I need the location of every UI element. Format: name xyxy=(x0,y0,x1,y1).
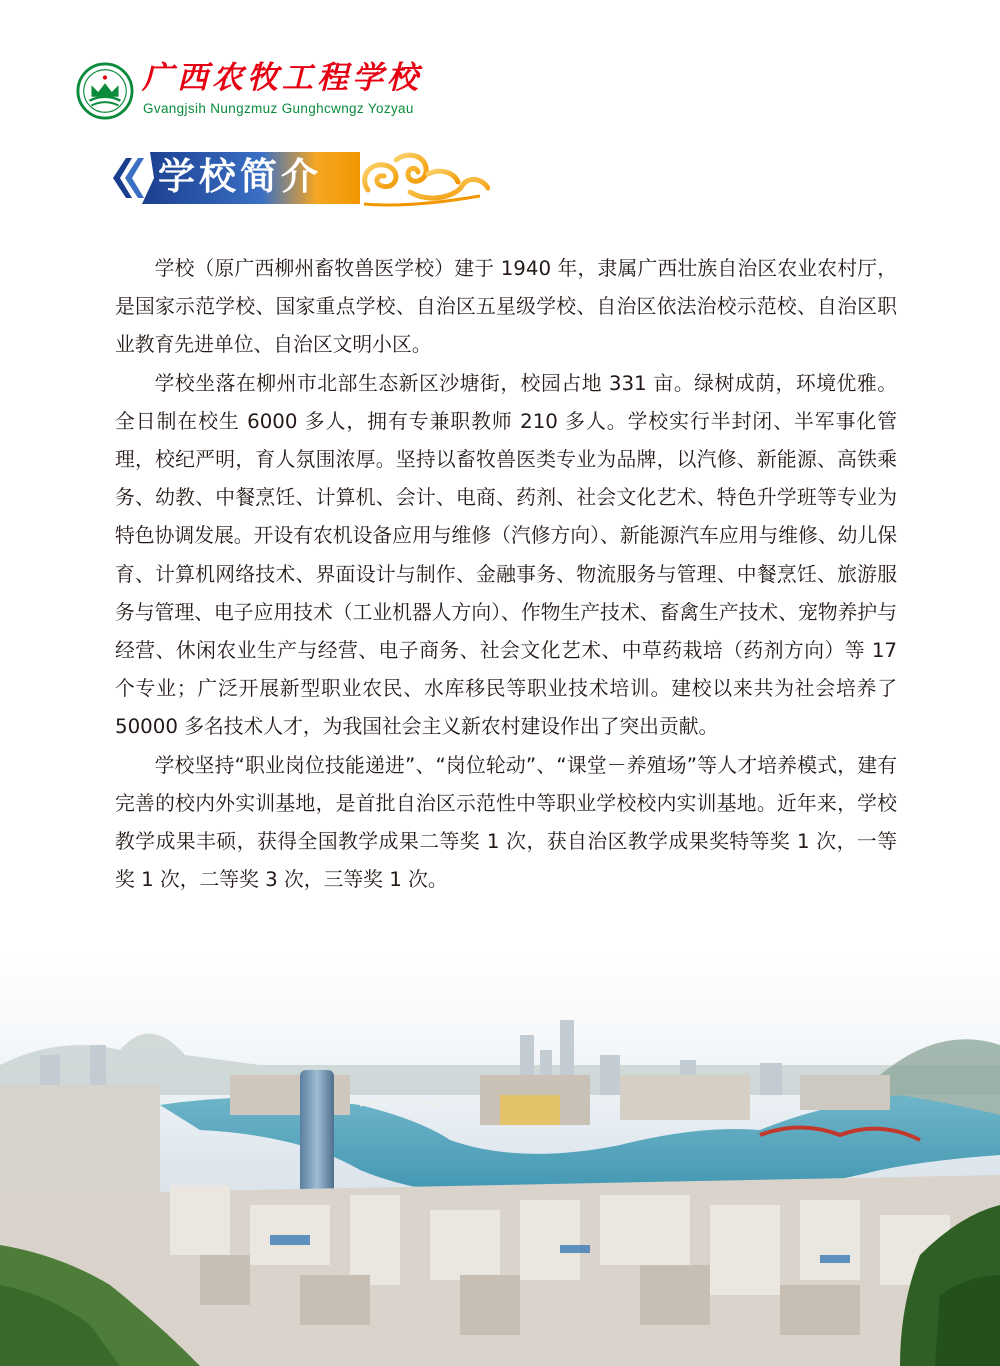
paragraph-campus-programs: 学校坐落在柳州市北部生态新区沙塘街，校园占地 331 亩。绿树成荫，环境优雅。全日制在校生 6000 多人，拥有专兼职教师 210 多人。学校实行半封闭、半军事化管理，校纪严明，育人氛围浓厚。坚持以畜牧兽医类专业为品牌，以汽修、新能源、高铁乘务、幼教、中餐烹饪、计算机、会计、电商、药剂、社会文化艺术、特色升学班等专业为特色协调发展。开设有农机设备应用与维修（汽修方向）、新能源汽车应用与维修、幼儿保育、计算机网络技术、界面设计与制作、金融事务、物流服务与管理、中餐烹饪、旅游服务与管理、电子应用技术（工业机器人方向）、作物生产技术、畜禽生产技术、宠物养护与经营、休闲农业生产与经营、电子商务、社会文化艺术、中草药栽培（药剂方向）等 17 个专业；广泛开展新型职业农民、水库移民等职业技术培训。建校以来共为社会培养了 50000 多名技术人才，为我国社会主义新农村建设作出了突出贡献。 xyxy=(115,371,897,739)
city-panorama-photo xyxy=(0,955,1000,1366)
paragraph-training-achievements: 学校坚持“职业岗位技能递进”、“岗位轮动”、“课堂－养殖场”等人才培养模式，建有完善的校内外实训基地，是首批自治区示范性中等职业学校校内实训基地。近年来，学校教学成果丰硕，获得全国教学成果二等奖 1 次，获自治区教学成果奖特等奖 1 次，一等奖 1 次，二等奖 3 次，三等奖 1 次。 xyxy=(115,753,897,892)
section-title: 学校简介 xyxy=(158,155,322,198)
school-name-pinyin: Gvangjsih Nungzmuz Gunghcwngz Yozyau xyxy=(143,101,414,116)
school-name: 广西农牧工程学校 xyxy=(142,60,422,96)
cloud-ornament-icon xyxy=(365,155,488,198)
intro-text xyxy=(115,250,897,899)
paragraph-history: 学校（原广西柳州畜牧兽医学校）建于 1940 年，隶属广西壮族自治区农业农村厅，是国家示范学校、国家重点学校、自治区五星级学校、自治区依法治校示范校、自治区职业教育先进单位、自治区文明小区。 xyxy=(115,257,897,357)
school-logo xyxy=(76,62,134,120)
